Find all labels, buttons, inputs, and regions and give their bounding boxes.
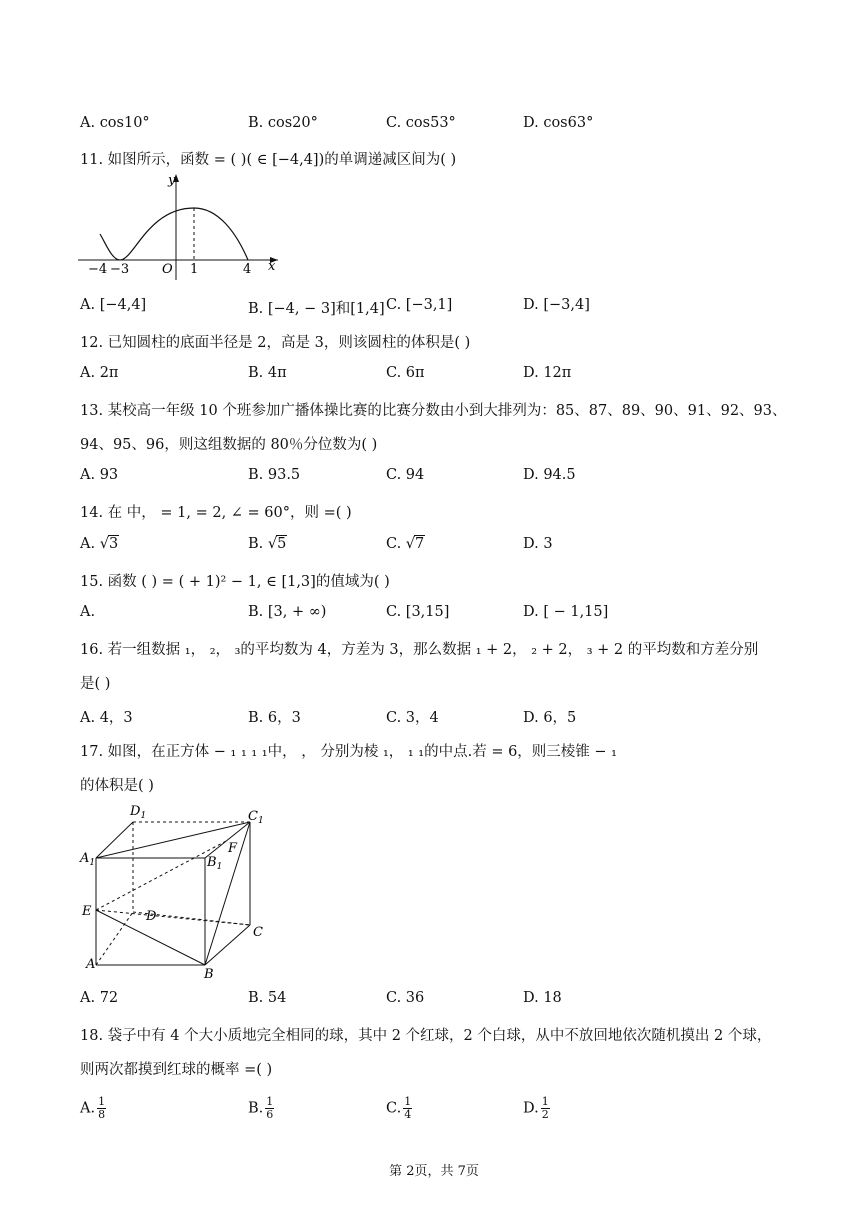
q18-option-a-fraction	[97, 1096, 106, 1121]
q11-x-label: x	[268, 259, 276, 274]
q18-option-b-fraction	[265, 1096, 274, 1121]
q15-option-b: B. [3, + ∞)	[248, 604, 327, 620]
q14-option-c-radicand: 7	[415, 536, 425, 552]
q10-option-b: B. cos20°	[248, 115, 318, 131]
label-d1: $D_1$	[130, 804, 147, 821]
q17-option-c: C. 36	[386, 990, 425, 1006]
q10-option-d: D. cos63°	[523, 115, 594, 131]
q15-option-d: D. [ − 1,15]	[523, 604, 609, 620]
q15-option-a: A.	[80, 604, 96, 620]
q14-option-b	[248, 536, 287, 552]
q14-stem: 14. 在 中， = 1, = 2, ∠ = 60°，则 =( )	[80, 505, 352, 521]
q12-stem: 12. 已知圆柱的底面半径是 2，高是 3，则该圆柱的体积是( )	[80, 335, 471, 351]
q16-option-a: A. 4，3	[80, 710, 133, 726]
q18-stem-line2: 则两次都摸到红球的概率 =( )	[80, 1062, 273, 1078]
q14-option-b-letter: B.	[248, 536, 268, 552]
numerator: 1	[98, 1095, 106, 1108]
q14-option-a	[80, 536, 119, 552]
numerator: 1	[404, 1095, 412, 1108]
q16-option-d: D. 6，5	[523, 710, 577, 726]
q18-option-d-fraction	[541, 1096, 550, 1121]
q14-option-a-letter: A.	[80, 536, 100, 552]
q14-option-c-letter: C.	[386, 536, 406, 552]
q13-option-c: C. 94	[386, 467, 425, 483]
q18-option-d-letter: D.	[523, 1100, 539, 1117]
q16-stem: 16. 若一组数据 ₁， ₂， ₃的平均数为 4，方差为 3，那么数据 ₁ + 2， ₂ + 2， ₃ + 2 的平均数和方差分别	[80, 642, 759, 658]
q18-option-b	[248, 1096, 274, 1121]
label-a1: $A_1$	[80, 851, 96, 868]
q12-option-d: D. 12π	[523, 365, 572, 381]
denominator: 8	[98, 1108, 106, 1121]
q11-option-b: B. [−4, − 3]和[1,4]	[248, 301, 385, 317]
q13-option-d: D. 94.5	[523, 467, 576, 483]
sqrt-symbol: √3	[99, 536, 119, 552]
q14-option-d: D. 3	[523, 536, 553, 552]
q18-option-a	[80, 1096, 106, 1121]
q18-option-c-fraction	[403, 1096, 412, 1121]
q11-tick-neg3: −3	[110, 262, 130, 277]
q14-option-b-radicand: 5	[277, 536, 287, 552]
label-c: C	[253, 925, 263, 940]
q12-option-a: A. 2π	[80, 365, 119, 381]
q13-stem-line2: 94、95、96，则这组数据的 80％分位数为( )	[80, 437, 378, 453]
q17-option-d: D. 18	[523, 990, 562, 1006]
q12-option-b: B. 4π	[248, 365, 287, 381]
q13-option-a: A. 93	[80, 467, 119, 483]
q11-tick-neg4: −4	[88, 262, 108, 277]
q17-option-b: B. 54	[248, 990, 287, 1006]
label-e: E	[82, 904, 92, 919]
q11-option-d: D. [−3,4]	[523, 297, 590, 313]
q18-option-b-letter: B.	[248, 1100, 264, 1117]
q15-option-c: C. [3,15]	[386, 604, 450, 620]
label-d: D	[146, 909, 157, 924]
denominator: 2	[541, 1108, 549, 1121]
q18-option-a-letter: A.	[80, 1100, 96, 1117]
sqrt-symbol: √5	[267, 536, 287, 552]
q11-tick-1: 1	[190, 262, 199, 277]
q13-stem: 13. 某校高一年级 10 个班参加广播体操比赛的比赛分数由小到大排列为：85、87、89、90、91、92、93、	[80, 403, 787, 419]
q17-cube-figure	[78, 800, 278, 980]
label-c1: $C_1$	[248, 809, 264, 826]
q11-option-c: C. [−3,1]	[386, 297, 453, 313]
q14-option-c	[386, 536, 425, 552]
q15-stem: 15. 函数 ( ) = ( + 1)² − 1, ∈ [1,3]的值域为( )	[80, 574, 390, 590]
q10-option-a: A. cos10°	[80, 115, 150, 131]
q16-option-b: B. 6，3	[248, 710, 301, 726]
q11-option-a: A. [−4,4]	[80, 297, 147, 313]
page-footer: 第 2页，共 7页	[389, 1164, 479, 1179]
q18-stem: 18. 袋子中有 4 个大小质地完全相同的球，其中 2 个红球，2 个白球，从中不放回地依次随机摸出 2 个球，	[80, 1028, 772, 1044]
q14-option-a-radicand: 3	[108, 536, 119, 552]
numerator: 1	[541, 1095, 549, 1108]
denominator: 6	[266, 1108, 274, 1121]
q16-stem-line2: 是( )	[80, 676, 111, 692]
q17-stem-line2: 的体积是( )	[80, 778, 154, 794]
q10-option-c: C. cos53°	[386, 115, 456, 131]
q11-stem: 11. 如图所示，函数 = ( )( ∈ [−4,4])的单调递减区间为( )	[80, 152, 457, 168]
q16-option-c: C. 3，4	[386, 710, 439, 726]
q11-function-graph	[78, 172, 288, 280]
q18-option-c-letter: C.	[386, 1100, 402, 1117]
q11-y-label: y	[168, 173, 176, 188]
q17-stem: 17. 如图，在正方体 − ₁ ₁ ₁ ₁中， ， 分别为棱 ₁， ₁ ₁的中点.若 = 6，则三棱锥 − ₁	[80, 744, 617, 760]
q11-origin-label: O	[162, 262, 173, 277]
label-a: A	[86, 957, 96, 972]
q11-tick-4: 4	[243, 262, 252, 277]
label-b1: $B_1$	[207, 855, 223, 872]
denominator: 4	[404, 1108, 412, 1121]
sqrt-symbol: √7	[405, 536, 425, 552]
q12-option-c: C. 6π	[386, 365, 425, 381]
q18-option-d	[523, 1096, 550, 1121]
q13-option-b: B. 93.5	[248, 467, 301, 483]
q17-option-a: A. 72	[80, 990, 119, 1006]
numerator: 1	[266, 1095, 274, 1108]
label-b: B	[204, 967, 214, 980]
label-f: F	[228, 841, 238, 856]
q18-option-c	[386, 1096, 412, 1121]
